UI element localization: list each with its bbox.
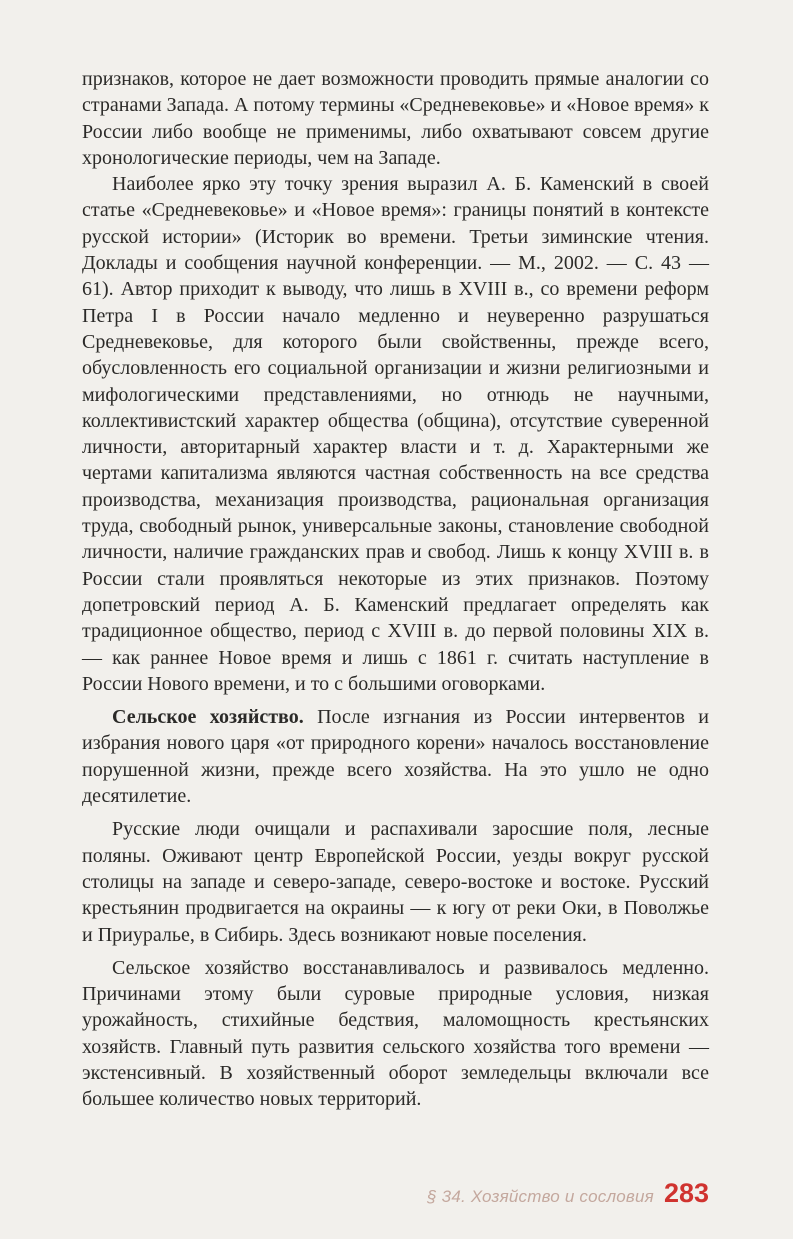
section-heading-agriculture: Сельское хозяйство. <box>112 706 304 729</box>
paragraph-continued: признаков, которое не дает возможности проводить прямые аналогии со странами Запада. А потому термины «Средневековье» и «Новое время» к России либо вообще не применимы, либо охватывают совсем другие хронологические периоды, чем на Западе. <box>82 68 709 169</box>
page-number: 283 <box>663 1178 709 1208</box>
paragraph-agriculture-text: После изгнания из России интервентов и избрания нового царя «от природного корени» началось восстановление порушенной жизни, прежде всего хозяйства. На это ушло не одно десятилетие. <box>82 706 710 808</box>
running-head: § 34. Хозяйство и сословия <box>427 1187 654 1206</box>
paragraph-agriculture-intro <box>82 704 709 809</box>
paragraph-kamensky: Наиболее ярко эту точку зрения выразил А. Б. Каменский в своей статье «Средневековье» и «Новое время»: границы понятий в контексте русской истории» (Историк во времени. Третьи зиминские чтения. Доклады и сообщения научной конференции. — М., 2002. — С. 43 — 61). Автор приходит к выводу, что лишь в XVIII в., со времени реформ Петра I в России начало медленно и неуверенно разрушаться Средневековье, для которого были свойственны, прежде всего, обусловленность его социальной организации и жизни религиозными и мифологическими представлениями, но отнюдь не научными, коллективистский характер общества (община), отсутствие суверенной личности, авторитарный характер власти и т. д. Характерными же чертами капитализма являются частная собственность на все средства производства, механизация производства, рациональная организация труда, свободный рынок, универсальные законы, становление свободной личности, наличие гражданских прав и свобод. Лишь к концу XVIII в. в России стали проявляться некоторые из этих признаков. Поэтому допетровский период А. Б. Каменский предлагает определять как традиционное общество, период с XVIII в. до первой половины XIX в. — как раннее Новое время и лишь с 1861 г. считать наступление в России Нового времени, и то с большими оговорками. <box>82 173 709 695</box>
body-text <box>82 66 709 1113</box>
page-footer <box>427 1178 709 1209</box>
paragraph-extensive-path: Сельское хозяйство восстанавливалось и развивалось медленно. Причинами этому были суровые природные условия, низкая урожайность, стихийные бедствия, маломощность крестьянских хозяйств. Главный путь развития сельского хозяйства того времени — экстенсивный. В хозяйственный оборот земледельцы включали все большее количество новых территорий. <box>82 956 709 1111</box>
paragraph-resettlement: Русские люди очищали и распахивали заросшие поля, лесные поляны. Оживают центр Европейской России, уезды вокруг русской столицы на западе и северо-западе, северо-востоке и востоке. Русский крестьянин продвигается на окраины — к югу от реки Оки, в Поволжье и Приуралье, в Сибирь. Здесь возникают новые поселения. <box>82 818 709 946</box>
